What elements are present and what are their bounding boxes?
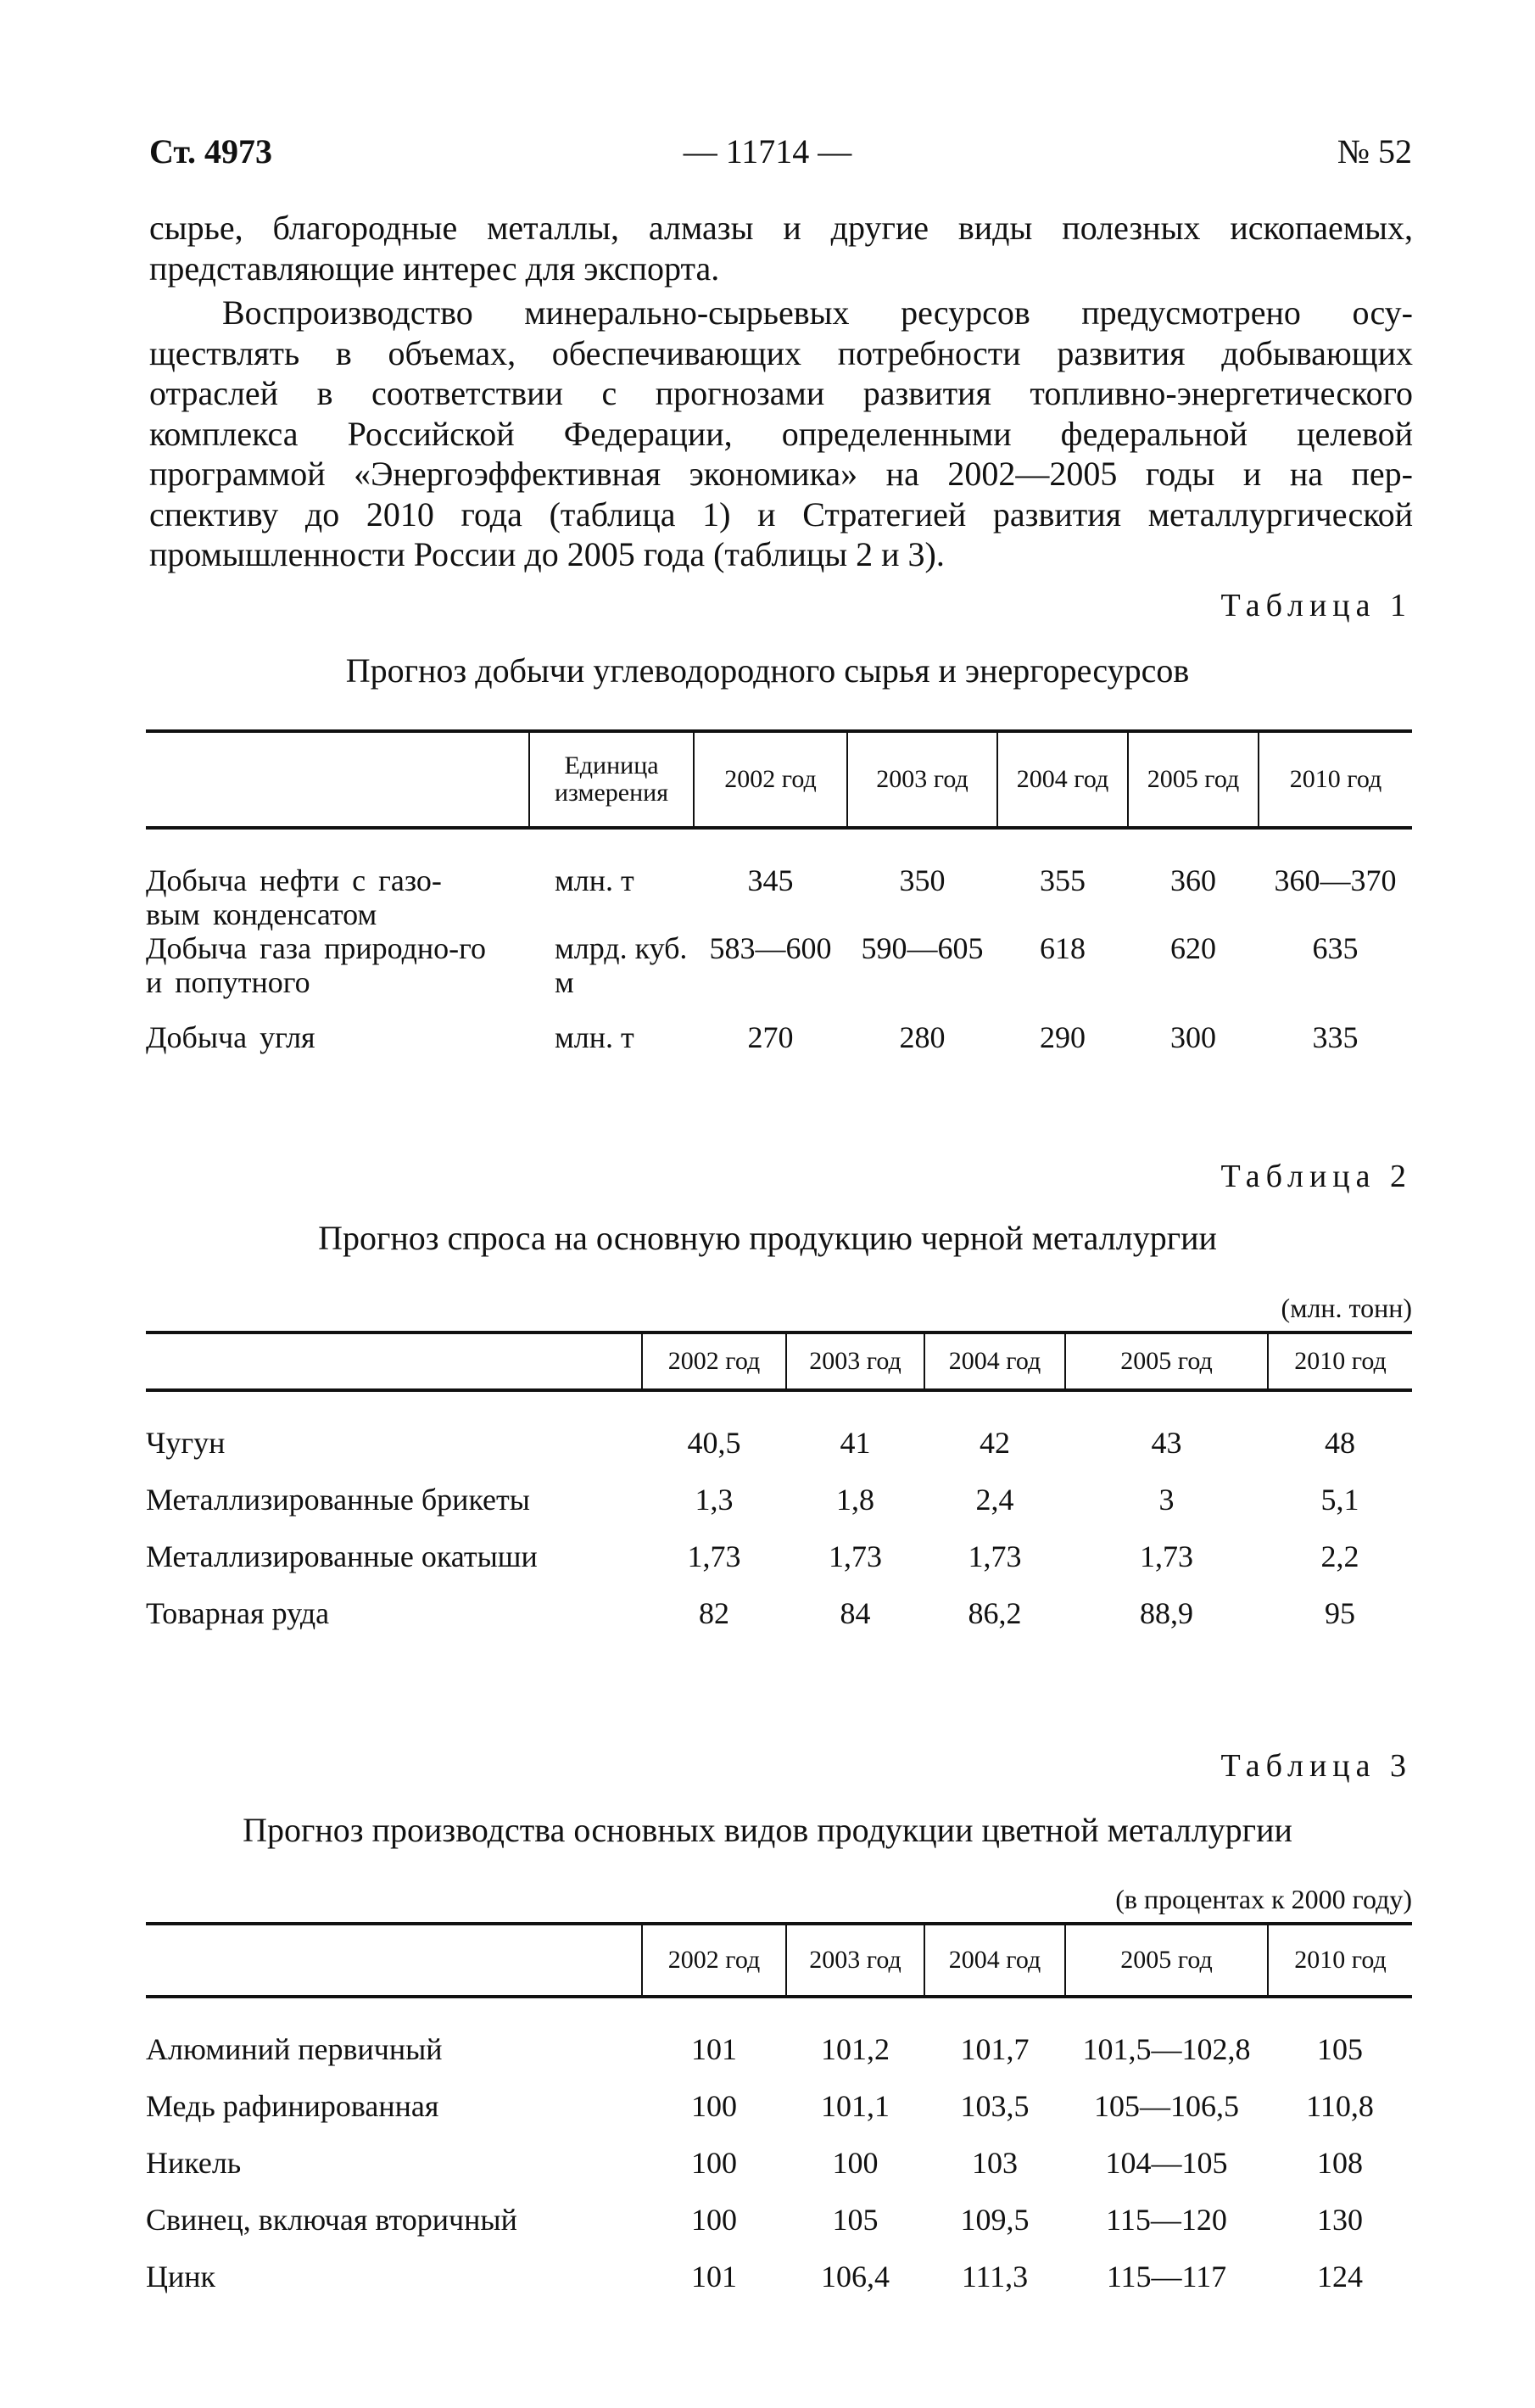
row-label: Металлизированные окатыши xyxy=(146,1539,538,1573)
table3 xyxy=(146,1922,1412,2316)
column-header xyxy=(146,731,529,828)
cell-value: 2,4 xyxy=(975,1483,1014,1517)
column-header: Единица измерения xyxy=(529,731,694,828)
cell-value: 110,8 xyxy=(1306,2089,1374,2123)
cell-value: 2,2 xyxy=(1320,1539,1359,1573)
table-row xyxy=(146,2260,1412,2316)
row-label: Добыча газа природно-го и попутного xyxy=(146,931,487,999)
cell-value: 360 xyxy=(1170,863,1216,897)
cell-value: 100 xyxy=(691,2146,737,2180)
cell-value: 355 xyxy=(1040,863,1086,897)
cell-value: 41 xyxy=(840,1426,871,1460)
cell-value: 48 xyxy=(1325,1426,1355,1460)
issue-number: № 52 xyxy=(1337,132,1412,170)
cell-value: 105 xyxy=(832,2203,879,2237)
cell-value: 101 xyxy=(691,2260,737,2293)
column-header: 2010 год xyxy=(1259,731,1412,828)
table-header-row xyxy=(146,731,1412,828)
table-row xyxy=(146,2032,1412,2089)
table-header-row xyxy=(146,1333,1412,1390)
row-label: Никель xyxy=(146,2146,242,2180)
cell-value: 101,5—102,8 xyxy=(1082,2032,1251,2066)
table-row xyxy=(146,1483,1412,1539)
cell-value: 105 xyxy=(1317,2032,1363,2066)
table3-units: (в процентах к 2000 году) xyxy=(1115,1884,1412,1914)
cell-value: 350 xyxy=(899,863,946,897)
column-header: 2002 год xyxy=(642,1333,786,1390)
text-line: Воспроизводство минерально-сырьевых ресурсов предусмотрено осу- xyxy=(222,293,1413,332)
table-row xyxy=(146,2146,1412,2203)
table-row xyxy=(146,931,1412,1020)
table2-label: Таблица 2 xyxy=(1220,1159,1412,1194)
text-line: сырье, благородные металлы, алмазы и другие виды полезных ископаемых, xyxy=(149,209,1413,247)
table3-title: Прогноз производства основных видов продукции цветной металлургии xyxy=(243,1811,1292,1849)
cell-value: 290 xyxy=(1040,1020,1086,1054)
page-number-center: — 11714 — xyxy=(683,132,852,170)
column-header: 2010 год xyxy=(1268,1924,1412,1997)
cell-value: 111,3 xyxy=(961,2260,1029,2293)
cell-value: 345 xyxy=(747,863,794,897)
cell-value: 124 xyxy=(1317,2260,1363,2293)
cell-value: 100 xyxy=(832,2146,879,2180)
table1 xyxy=(146,729,1412,1109)
cell-value: 105—106,5 xyxy=(1094,2089,1239,2123)
text-line: комплекса Российской Федерации, определенными федеральной целевой xyxy=(149,414,1413,453)
column-header xyxy=(146,1333,642,1390)
table-header-row xyxy=(146,1924,1412,1997)
column-header: 2004 год xyxy=(997,731,1128,828)
row-label: Алюминий первичный xyxy=(146,2032,443,2066)
table-row xyxy=(146,1426,1412,1483)
table-row xyxy=(146,2089,1412,2146)
cell-value: 335 xyxy=(1312,1020,1359,1054)
cell-value: 84 xyxy=(840,1596,871,1630)
cell-value: млрд. куб. м xyxy=(555,931,688,999)
cell-value: 280 xyxy=(899,1020,946,1054)
table-row xyxy=(146,2203,1412,2260)
column-header: 2003 год xyxy=(786,1333,924,1390)
column-header: 2002 год xyxy=(642,1924,786,1997)
cell-value: 618 xyxy=(1040,931,1086,965)
column-header xyxy=(146,1924,642,1997)
text-line: программой «Энергоэффективная экономика» на 2002—2005 годы и на пер- xyxy=(149,455,1413,493)
row-label: Чугун xyxy=(146,1426,226,1460)
cell-value: 583—600 xyxy=(709,931,832,965)
table-row xyxy=(146,1539,1412,1596)
cell-value: 86,2 xyxy=(968,1596,1022,1630)
page-number-left: Ст. 4973 xyxy=(149,132,272,170)
table2-units: (млн. тонн) xyxy=(1281,1293,1412,1323)
cell-value: 3 xyxy=(1158,1483,1175,1517)
cell-value: 40,5 xyxy=(687,1426,741,1460)
table1-label: Таблица 1 xyxy=(1220,588,1412,623)
cell-value: 101,2 xyxy=(821,2032,890,2066)
cell-value: 108 xyxy=(1317,2146,1363,2180)
table-row xyxy=(146,1020,1412,1109)
table1-title: Прогноз добычи углеводородного сырья и энергоресурсов xyxy=(345,651,1190,690)
row-label: Добыча угля xyxy=(146,1020,315,1054)
cell-value: 1,73 xyxy=(687,1539,741,1573)
cell-value: 95 xyxy=(1325,1596,1355,1630)
cell-value: 115—117 xyxy=(1106,2260,1227,2293)
cell-value: 103 xyxy=(972,2146,1018,2180)
row-label: Добыча нефти с газо-вым конденсатом xyxy=(146,863,442,931)
cell-value: 360—370 xyxy=(1274,863,1397,897)
text-line: ществлять в объемах, обеспечивающих потребности развития добывающих xyxy=(149,333,1413,372)
cell-value: 1,73 xyxy=(829,1539,882,1573)
cell-value: 88,9 xyxy=(1140,1596,1193,1630)
cell-value: 300 xyxy=(1170,1020,1216,1054)
text-line: промышленности России до 2005 года (таблицы 2 и 3). xyxy=(149,535,945,573)
column-header: 2002 год xyxy=(694,731,847,828)
cell-value: 101 xyxy=(691,2032,737,2066)
cell-value: млн. т xyxy=(555,1020,634,1054)
cell-value: 82 xyxy=(699,1596,729,1630)
cell-value: 1,3 xyxy=(695,1483,734,1517)
cell-value: 590—605 xyxy=(861,931,984,965)
cell-value: 101,1 xyxy=(821,2089,890,2123)
cell-value: 270 xyxy=(747,1020,794,1054)
table3-label: Таблица 3 xyxy=(1220,1748,1412,1784)
cell-value: 130 xyxy=(1317,2203,1363,2237)
row-label: Свинец, включая вторичный xyxy=(146,2203,517,2237)
cell-value: 1,73 xyxy=(1140,1539,1193,1573)
table2-title: Прогноз спроса на основную продукцию черной металлургии xyxy=(318,1219,1217,1257)
column-header: 2005 год xyxy=(1065,1333,1268,1390)
table2 xyxy=(146,1331,1412,1653)
cell-value: 620 xyxy=(1170,931,1216,965)
text-line: представляющие интерес для экспорта. xyxy=(149,249,720,288)
cell-value: 5,1 xyxy=(1320,1483,1359,1517)
cell-value: 100 xyxy=(691,2089,737,2123)
column-header: 2004 год xyxy=(924,1924,1065,1997)
column-header: 2003 год xyxy=(847,731,997,828)
cell-value: 100 xyxy=(691,2203,737,2237)
column-header: 2005 год xyxy=(1065,1924,1268,1997)
cell-value: 109,5 xyxy=(960,2203,1030,2237)
row-label: Товарная руда xyxy=(146,1596,330,1630)
cell-value: 104—105 xyxy=(1105,2146,1228,2180)
column-header: 2010 год xyxy=(1268,1333,1412,1390)
cell-value: 42 xyxy=(980,1426,1010,1460)
column-header: 2003 год xyxy=(786,1924,924,1997)
cell-value: 43 xyxy=(1151,1426,1182,1460)
cell-value: 115—120 xyxy=(1106,2203,1227,2237)
text-line: спективу до 2010 года (таблица 1) и Стратегией развития металлургической xyxy=(149,494,1413,534)
cell-value: 106,4 xyxy=(821,2260,890,2293)
text-line: отраслей в соответствии с прогнозами развития топливно-энергетического xyxy=(149,374,1413,412)
cell-value: 1,73 xyxy=(968,1539,1022,1573)
row-label: Цинк xyxy=(146,2260,216,2293)
table-row xyxy=(146,1596,1412,1653)
row-label: Медь рафинированная xyxy=(146,2089,439,2123)
row-label: Металлизированные брикеты xyxy=(146,1483,530,1517)
cell-value: 635 xyxy=(1312,931,1359,965)
cell-value: 103,5 xyxy=(960,2089,1030,2123)
column-header: 2005 год xyxy=(1128,731,1259,828)
cell-value: 1,8 xyxy=(836,1483,874,1517)
table-row xyxy=(146,863,1412,931)
cell-value: млн. т xyxy=(555,863,634,897)
cell-value: 101,7 xyxy=(960,2032,1030,2066)
column-header: 2004 год xyxy=(924,1333,1065,1390)
